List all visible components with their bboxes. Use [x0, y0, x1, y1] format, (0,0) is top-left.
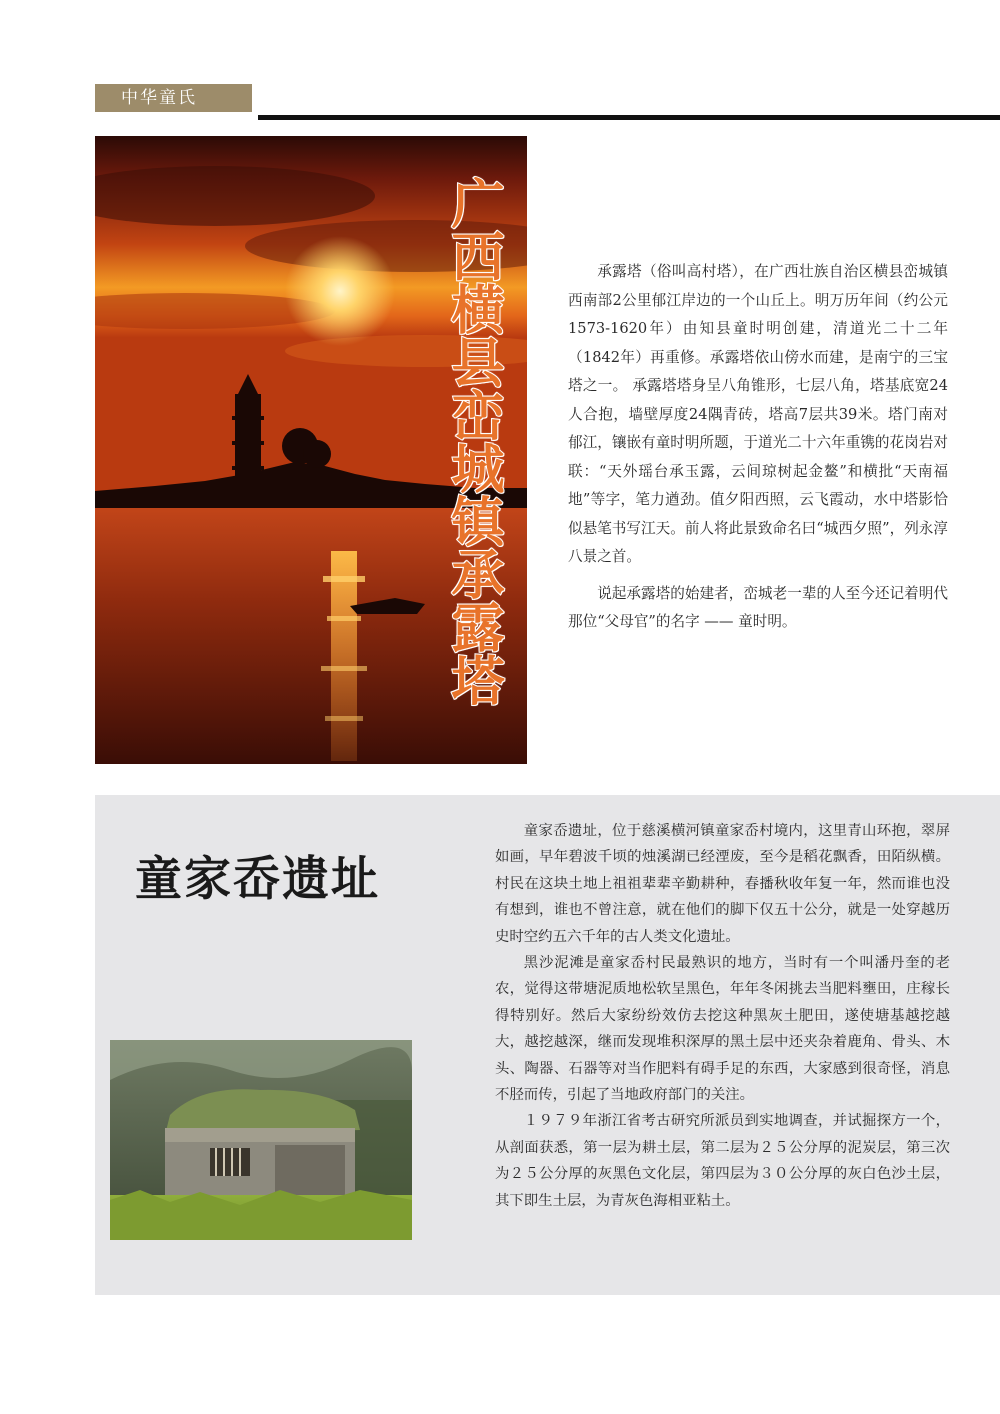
site-paragraph: 童家岙遗址，位于慈溪横河镇童家岙村境内，这里青山环抱，翠屏如画，早年碧波千顷的烛溪湖已经湮废，至今是稻花飘香，田陌纵横。村民在这块土地上祖祖辈辈辛勤耕种，春播秋收年复一年，然而谁也没有想到，谁也不曾注意，就在他们的脚下仅五十公分，就是一处穿越历史时空约五六千年的古人类文化遗址。 — [495, 823, 950, 945]
ruin-photo — [110, 1040, 412, 1240]
feature-paragraph: 承露塔（俗叫高村塔），在广西壮族自治区横县峦城镇西南部2公里郁江岸边的一个山丘上。明万历年间（约公元1573-1620年）由知县童时明创建，清道光二十二年（1842年）再重修。承露塔依山傍水而建，是南宁的三宝塔之一。 承露塔塔身呈八角锥形，七层八角，塔基底宽24人合抱，墙壁厚度24隅青砖，塔高7层共39米。塔门南对郁江，镶嵌有童时明所题，于道光二十六年重镌的花岗岩对联：“天外瑶台承玉露，云间琼树起金鳌”和横批“天南福地”等字，笔力遒劲。值夕阳西照，云飞霞动，水中塔影恰似悬笔书写江天。前人将此景致命名曰“城西夕照”，列永淳八景之首。 — [568, 263, 948, 565]
site-paragraph: １９７９年浙江省考古研究所派员到实地调查，并试掘探方一个，从剖面获悉，第一层为耕土层，第二层为２５公分厚的泥炭层，第三次为２５公分厚的灰黑色文化层，第四层为３０公分厚的灰白色沙土层，其下即生土层，为青灰色海相亚粘土。 — [495, 1113, 950, 1209]
section-label: 中华童氏 — [95, 84, 252, 112]
feature-text — [568, 258, 948, 637]
feature-paragraph: 说起承露塔的始建者，峦城老一辈的人至今还记着明代那位“父母官”的名字 —— 童时明。 — [568, 584, 948, 630]
site-title: 童家岙遗址 — [135, 852, 380, 907]
feature-vertical-title: 广西横县峦城镇承露塔 — [443, 176, 504, 706]
site-text — [495, 818, 950, 1214]
header-rule — [258, 115, 1000, 120]
site-paragraph: 黑沙泥滩是童家岙村民最熟识的地方，当时有一个叫潘丹奎的老农，觉得这带塘泥质地松软呈黑色，年年冬闲挑去当肥料壅田，庄稼长得特别好。然后大家纷纷效仿去挖这种黑灰土肥田，遂使塘基越挖越大，越挖越深，继而发现堆积深厚的黑土层中还夹杂着鹿角、骨头、木头、陶器、石器等对当作肥料有碍手足的东西，大家感到很奇怪，消息不胫而传，引起了当地政府部门的关注。 — [495, 955, 950, 1104]
